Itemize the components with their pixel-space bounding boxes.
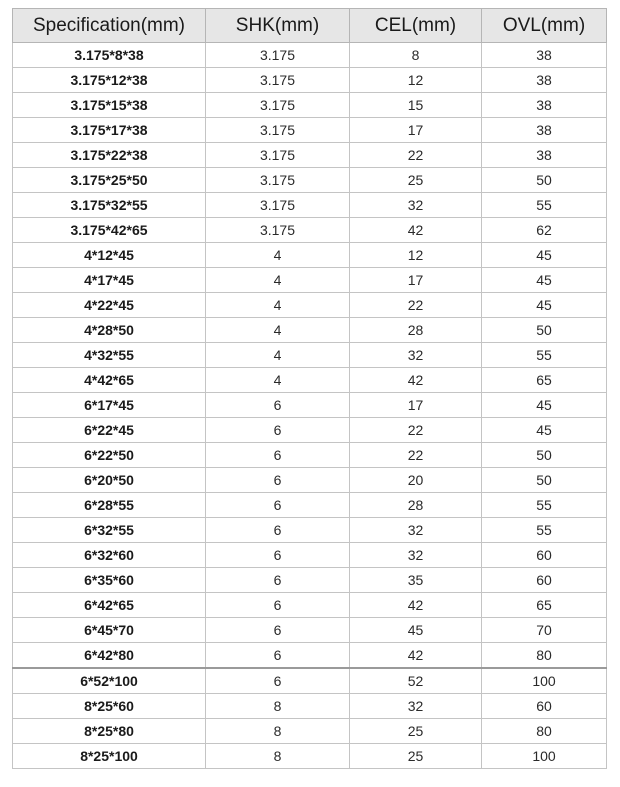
cell-specification: 4*17*45 [13,268,206,293]
cell-cel: 42 [350,368,482,393]
cell-shk: 4 [206,243,350,268]
cell-shk: 4 [206,293,350,318]
cell-specification: 6*22*45 [13,418,206,443]
table-row [13,618,607,643]
table-row [13,468,607,493]
cell-specification: 3.175*25*50 [13,168,206,193]
cell-ovl: 45 [482,268,607,293]
table-row [13,43,607,68]
cell-specification: 6*32*55 [13,518,206,543]
cell-ovl: 50 [482,468,607,493]
header-specification: Specification(mm) [13,9,206,43]
cell-ovl: 50 [482,318,607,343]
cell-specification: 6*52*100 [13,668,206,694]
table-row [13,668,607,694]
cell-cel: 25 [350,168,482,193]
cell-cel: 17 [350,393,482,418]
cell-ovl: 55 [482,193,607,218]
cell-shk: 3.175 [206,68,350,93]
cell-cel: 22 [350,443,482,468]
table-row [13,93,607,118]
table-row [13,593,607,618]
cell-cel: 35 [350,568,482,593]
cell-shk: 4 [206,343,350,368]
table-row [13,143,607,168]
cell-shk: 3.175 [206,193,350,218]
cell-specification: 3.175*22*38 [13,143,206,168]
cell-ovl: 65 [482,593,607,618]
cell-specification: 6*28*55 [13,493,206,518]
spec-table-container [12,8,606,769]
table-row [13,343,607,368]
cell-shk: 3.175 [206,118,350,143]
cell-shk: 6 [206,443,350,468]
cell-cel: 32 [350,694,482,719]
cell-shk: 6 [206,468,350,493]
header-ovl: OVL(mm) [482,9,607,43]
table-row [13,118,607,143]
cell-specification: 6*32*60 [13,543,206,568]
cell-specification: 4*22*45 [13,293,206,318]
cell-shk: 6 [206,618,350,643]
cell-cel: 28 [350,493,482,518]
table-row [13,268,607,293]
cell-shk: 3.175 [206,43,350,68]
cell-specification: 3.175*15*38 [13,93,206,118]
table-row [13,368,607,393]
cell-cel: 17 [350,118,482,143]
cell-ovl: 38 [482,143,607,168]
cell-cel: 32 [350,193,482,218]
table-row [13,218,607,243]
cell-ovl: 100 [482,668,607,694]
cell-cel: 22 [350,143,482,168]
cell-ovl: 45 [482,393,607,418]
cell-cel: 28 [350,318,482,343]
cell-ovl: 50 [482,168,607,193]
cell-shk: 6 [206,543,350,568]
cell-ovl: 55 [482,493,607,518]
cell-shk: 3.175 [206,93,350,118]
cell-specification: 6*42*65 [13,593,206,618]
cell-ovl: 45 [482,243,607,268]
cell-specification: 6*22*50 [13,443,206,468]
cell-cel: 25 [350,744,482,769]
cell-shk: 6 [206,393,350,418]
cell-cel: 45 [350,618,482,643]
cell-shk: 6 [206,593,350,618]
cell-cel: 17 [350,268,482,293]
cell-cel: 25 [350,719,482,744]
cell-shk: 6 [206,493,350,518]
cell-specification: 4*32*55 [13,343,206,368]
table-row [13,243,607,268]
cell-cel: 42 [350,643,482,669]
cell-cel: 22 [350,418,482,443]
cell-shk: 8 [206,744,350,769]
cell-ovl: 62 [482,218,607,243]
cell-cel: 12 [350,243,482,268]
cell-ovl: 65 [482,368,607,393]
cell-ovl: 55 [482,343,607,368]
cell-ovl: 45 [482,293,607,318]
cell-shk: 8 [206,694,350,719]
cell-shk: 4 [206,368,350,393]
cell-shk: 3.175 [206,143,350,168]
table-row [13,719,607,744]
cell-ovl: 38 [482,43,607,68]
cell-ovl: 60 [482,694,607,719]
cell-cel: 15 [350,93,482,118]
cell-ovl: 38 [482,68,607,93]
cell-cel: 32 [350,343,482,368]
cell-shk: 6 [206,418,350,443]
cell-specification: 8*25*80 [13,719,206,744]
cell-specification: 4*12*45 [13,243,206,268]
cell-cel: 32 [350,518,482,543]
cell-ovl: 50 [482,443,607,468]
table-row [13,518,607,543]
cell-shk: 4 [206,318,350,343]
cell-shk: 3.175 [206,218,350,243]
cell-shk: 6 [206,518,350,543]
cell-specification: 4*42*65 [13,368,206,393]
cell-ovl: 45 [482,418,607,443]
table-row [13,393,607,418]
cell-ovl: 38 [482,118,607,143]
header-row [13,9,607,43]
cell-specification: 3.175*32*55 [13,193,206,218]
cell-shk: 8 [206,719,350,744]
cell-ovl: 100 [482,744,607,769]
table-row [13,318,607,343]
cell-cel: 52 [350,668,482,694]
table-row [13,193,607,218]
cell-specification: 3.175*8*38 [13,43,206,68]
cell-cel: 20 [350,468,482,493]
cell-specification: 3.175*12*38 [13,68,206,93]
table-row [13,493,607,518]
table-row [13,543,607,568]
cell-ovl: 60 [482,543,607,568]
table-row [13,68,607,93]
cell-cel: 12 [350,68,482,93]
cell-ovl: 80 [482,643,607,669]
cell-cel: 42 [350,593,482,618]
spec-table-body [13,43,607,769]
cell-ovl: 80 [482,719,607,744]
cell-ovl: 60 [482,568,607,593]
cell-specification: 6*42*80 [13,643,206,669]
cell-specification: 8*25*100 [13,744,206,769]
cell-shk: 6 [206,643,350,669]
cell-ovl: 38 [482,93,607,118]
cell-specification: 3.175*17*38 [13,118,206,143]
cell-specification: 8*25*60 [13,694,206,719]
cell-specification: 3.175*42*65 [13,218,206,243]
cell-ovl: 55 [482,518,607,543]
table-row [13,418,607,443]
cell-cel: 32 [350,543,482,568]
table-row [13,293,607,318]
cell-shk: 3.175 [206,168,350,193]
table-row [13,168,607,193]
cell-specification: 4*28*50 [13,318,206,343]
table-row [13,643,607,669]
cell-shk: 6 [206,568,350,593]
table-row [13,443,607,468]
cell-cel: 42 [350,218,482,243]
table-row [13,744,607,769]
spec-table-header [13,9,607,43]
cell-specification: 6*45*70 [13,618,206,643]
cell-specification: 6*17*45 [13,393,206,418]
cell-specification: 6*35*60 [13,568,206,593]
spec-table [12,8,607,769]
cell-cel: 8 [350,43,482,68]
table-row [13,568,607,593]
header-cel: CEL(mm) [350,9,482,43]
cell-specification: 6*20*50 [13,468,206,493]
cell-ovl: 70 [482,618,607,643]
cell-cel: 22 [350,293,482,318]
table-row [13,694,607,719]
header-shk: SHK(mm) [206,9,350,43]
cell-shk: 4 [206,268,350,293]
cell-shk: 6 [206,668,350,694]
